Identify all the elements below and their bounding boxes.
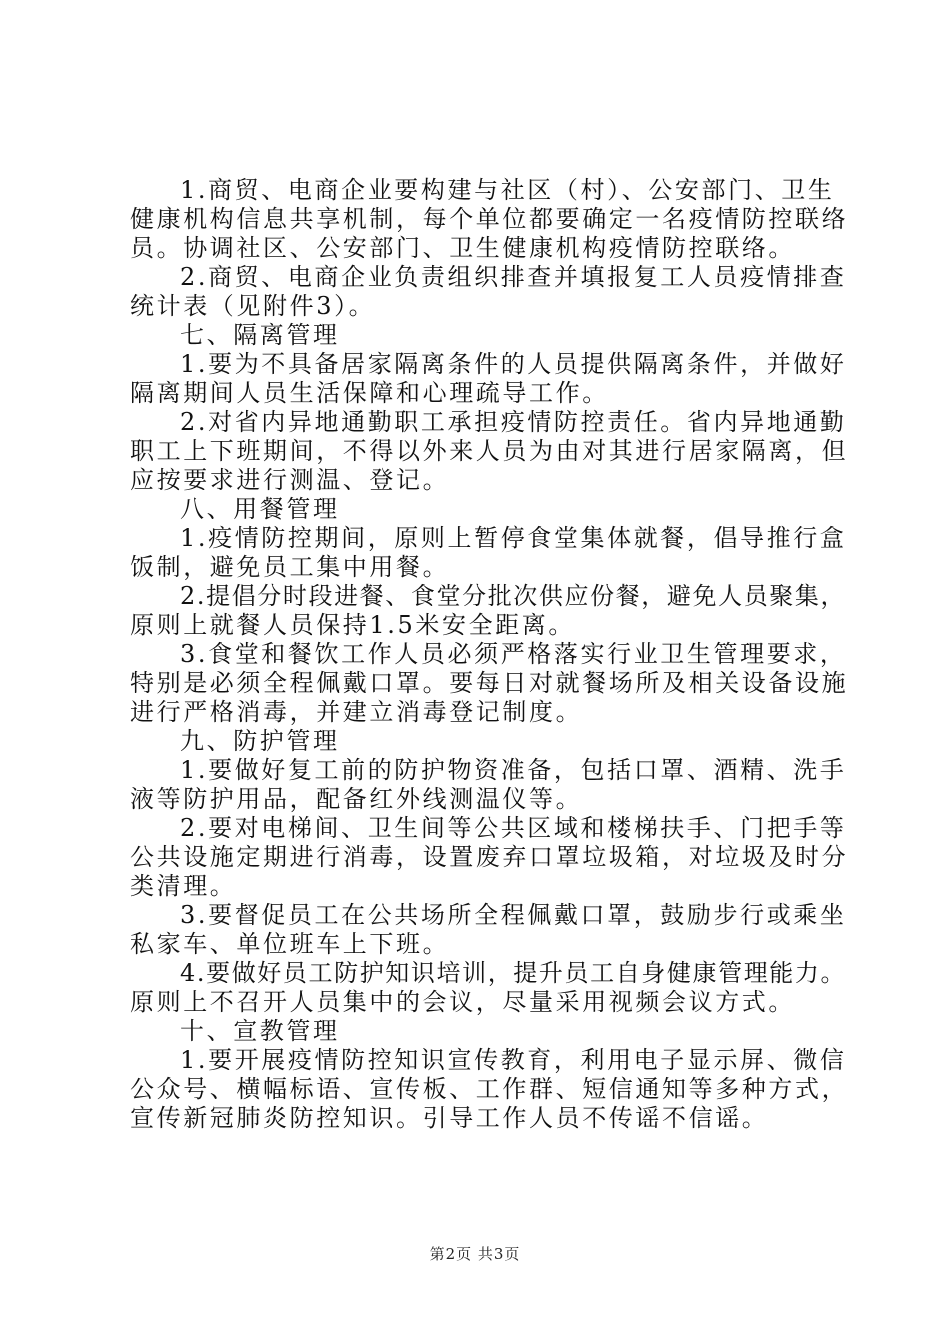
- text-line: 宣传新冠肺炎防控知识。引导工作人员不传谣不信谣。: [130, 1104, 769, 1132]
- text-line: 公众号、横幅标语、宣传板、工作群、短信通知等多种方式，: [130, 1075, 849, 1103]
- text-line: 进行严格消毒，并建立消毒登记制度。: [130, 698, 583, 726]
- text-line: 1.要为不具备居家隔离条件的人员提供隔离条件，并做好: [180, 350, 847, 378]
- text-line: 十、宣教管理: [180, 1017, 340, 1045]
- page-footer: [0, 1244, 950, 1264]
- text-line: 液等防护用品，配备红外线测温仪等。: [130, 785, 583, 813]
- text-line: 七、隔离管理: [180, 321, 340, 349]
- text-line: 1.要做好复工前的防护物资准备，包括口罩、酒精、洗手: [180, 756, 847, 784]
- text-line: 员。协调社区、公安部门、卫生健康机构疫情防控联络。: [130, 234, 795, 262]
- text-line: 3.食堂和餐饮工作人员必须严格落实行业卫生管理要求，: [180, 640, 847, 668]
- text-line: 健康机构信息共享机制，每个单位都要确定一名疫情防控联络: [130, 205, 849, 233]
- text-line: 1.商贸、电商企业要构建与社区（村）、公安部门、卫生: [180, 176, 835, 204]
- text-line: 3.要督促员工在公共场所全程佩戴口罩，鼓励步行或乘坐: [180, 901, 847, 929]
- text-line: 隔离期间人员生活保障和心理疏导工作。: [130, 379, 609, 407]
- text-line: 2.要对电梯间、卫生间等公共区域和楼梯扶手、门把手等: [180, 814, 847, 842]
- document-body: [130, 176, 850, 1133]
- text-line: 统计表（见附件3）。: [130, 292, 376, 320]
- text-line: 原则上就餐人员保持1.5米安全距离。: [130, 611, 575, 639]
- text-line: 应按要求进行测温、登记。: [130, 466, 450, 494]
- text-line: 1.疫情防控期间，原则上暂停食堂集体就餐，倡导推行盒: [180, 524, 847, 552]
- text-line: 私家车、单位班车上下班。: [130, 930, 450, 958]
- text-line: 公共设施定期进行消毒，设置废弃口罩垃圾箱，对垃圾及时分: [130, 843, 849, 871]
- text-line: 4.要做好员工防护知识培训，提升员工自身健康管理能力。: [180, 959, 847, 987]
- text-line: 饭制，避免员工集中用餐。: [130, 553, 450, 581]
- text-line: 特别是必须全程佩戴口罩。要每日对就餐场所及相关设备设施: [130, 669, 849, 697]
- text-line: 原则上不召开人员集中的会议，尽量采用视频会议方式。: [130, 988, 795, 1016]
- text-line: 八、用餐管理: [180, 495, 340, 523]
- text-line: 2.商贸、电商企业负责组织排查并填报复工人员疫情排查: [180, 263, 847, 291]
- text-line: 1.要开展疫情防控知识宣传教育，利用电子显示屏、微信: [180, 1046, 847, 1074]
- text-line: 类清理。: [130, 872, 237, 900]
- text-line: 2.对省内异地通勤职工承担疫情防控责任。省内异地通勤: [180, 408, 847, 436]
- text-line: 九、防护管理: [180, 727, 340, 755]
- page-number: 第2页 共3页: [429, 1245, 521, 1263]
- text-line: 2.提倡分时段进餐、食堂分批次供应份餐，避免人员聚集，: [180, 582, 847, 610]
- text-line: 职工上下班期间，不得以外来人员为由对其进行居家隔离，但: [130, 437, 849, 465]
